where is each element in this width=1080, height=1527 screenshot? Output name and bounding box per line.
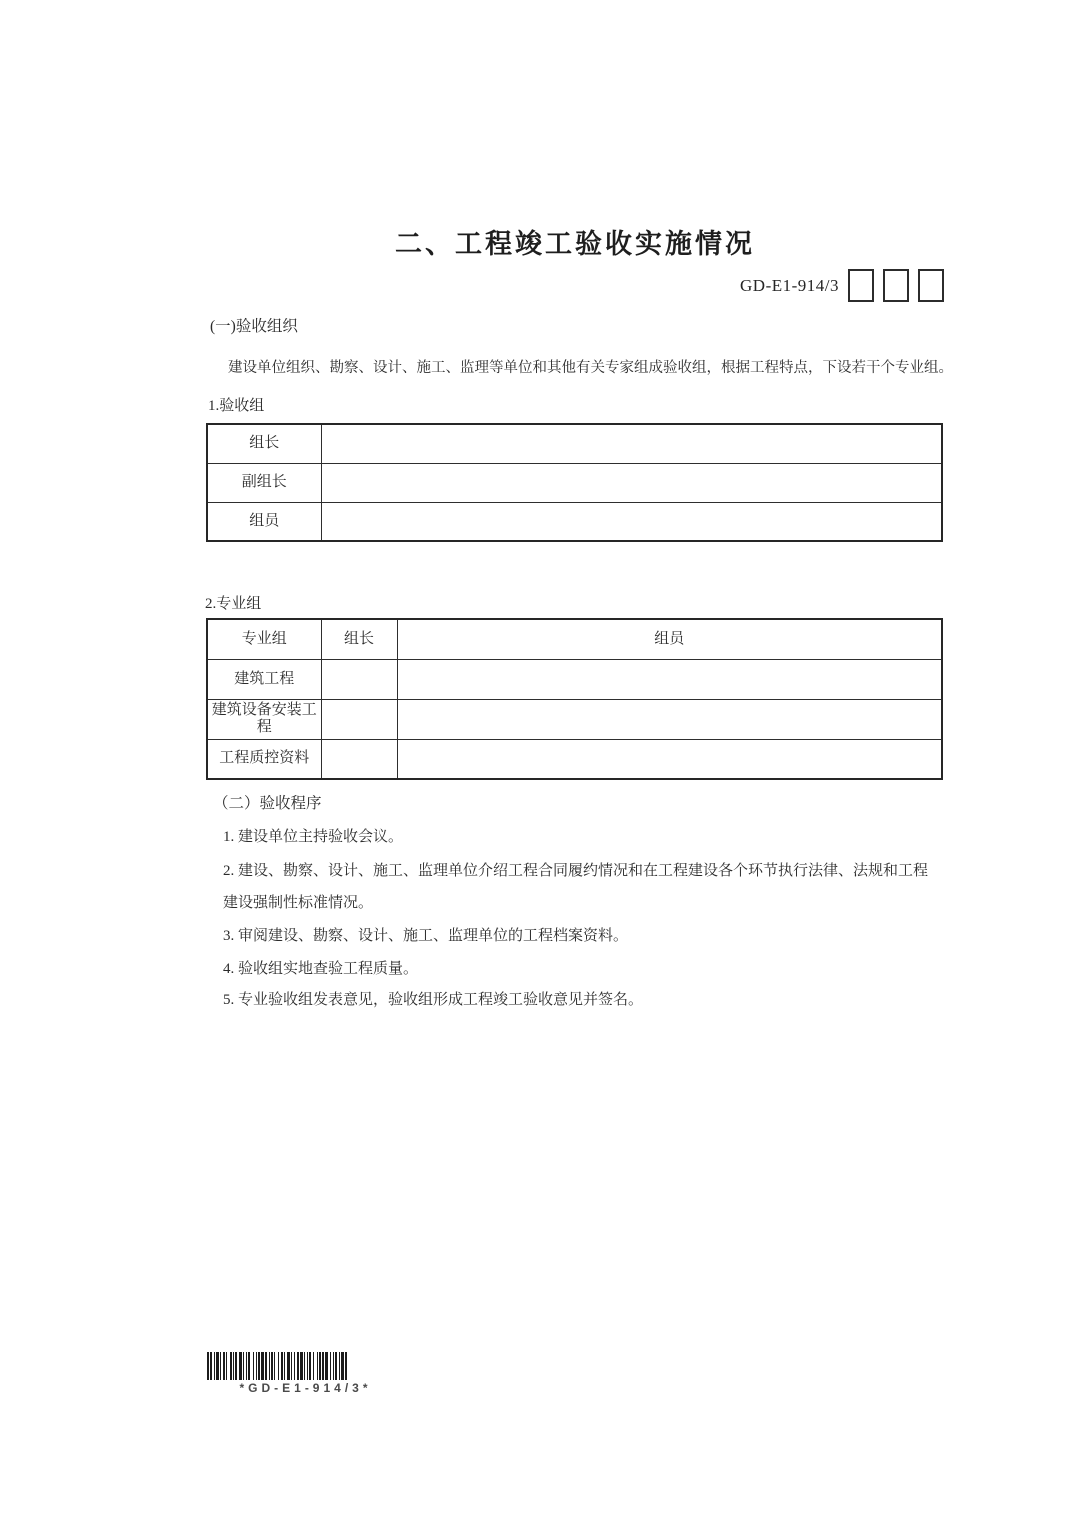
row-label-members: 组员: [207, 502, 321, 541]
code-box-3: [918, 269, 944, 302]
row-leader-equipment-installation: [321, 699, 397, 739]
section1-heading: (一)验收组织: [210, 318, 298, 335]
row-members-building-works: [397, 659, 942, 699]
header-leader: 组长: [321, 619, 397, 659]
row-value-members: [321, 502, 942, 541]
table-row: [207, 659, 942, 699]
procedure-item-4: 4. 验收组实地查验工程质量。: [223, 961, 419, 977]
procedure-item-3: 3. 审阅建设、勘察、设计、施工、监理单位的工程档案资料。: [223, 928, 629, 944]
group1-label: 1.验收组: [208, 398, 265, 414]
row-value-leader: [321, 424, 942, 463]
acceptance-group-table: [206, 423, 943, 542]
row-label-quality-control-docs: 工程质控资料: [207, 739, 321, 779]
header-specialty-group: 专业组: [207, 619, 321, 659]
specialty-group-table: [206, 618, 943, 780]
row-leader-quality-control-docs: [321, 739, 397, 779]
table-row: [207, 463, 942, 502]
section2-heading: （二）验收程序: [213, 795, 322, 812]
row-label-deputy-leader: 副组长: [207, 463, 321, 502]
procedure-item-1: 1. 建设单位主持验收会议。: [223, 829, 404, 845]
row-label-leader: 组长: [207, 424, 321, 463]
table-row: [207, 739, 942, 779]
procedure-item-2: 2. 建设、勘察、设计、施工、监理单位介绍工程合同履约情况和在工程建设各个环节执行法律、法规和工程建设强制性标准情况。: [223, 863, 929, 911]
header-members: 组员: [397, 619, 942, 659]
row-members-equipment-installation: [397, 699, 942, 739]
table-row: [207, 424, 942, 463]
barcode-text: *GD-E1-914/3*: [239, 1381, 372, 1395]
procedure-item-5: 5. 专业验收组发表意见，验收组形成工程竣工验收意见并签名。: [223, 992, 644, 1008]
row-label-equipment-installation: 建筑设备安装工程: [207, 699, 321, 739]
form-code-row: [206, 269, 944, 302]
page-title: 二、工程竣工验收实施情况: [395, 229, 755, 259]
row-label-building-works: 建筑工程: [207, 659, 321, 699]
table-row: [207, 502, 942, 541]
table-row: [207, 699, 942, 739]
row-members-quality-control-docs: [397, 739, 942, 779]
group2-label: 2.专业组: [205, 596, 262, 612]
barcode: [207, 1352, 407, 1395]
row-leader-building-works: [321, 659, 397, 699]
form-code-label: GD-E1-914/3: [740, 275, 839, 295]
code-box-2: [883, 269, 909, 302]
barcode-bars-icon: [207, 1352, 404, 1380]
code-box-1: [848, 269, 874, 302]
table-header-row: [207, 619, 942, 659]
row-value-deputy-leader: [321, 463, 942, 502]
section1-intro: 建设单位组织、勘察、设计、施工、监理等单位和其他有关专家组成验收组，根据工程特点，下设若干个专业组。: [228, 360, 953, 376]
